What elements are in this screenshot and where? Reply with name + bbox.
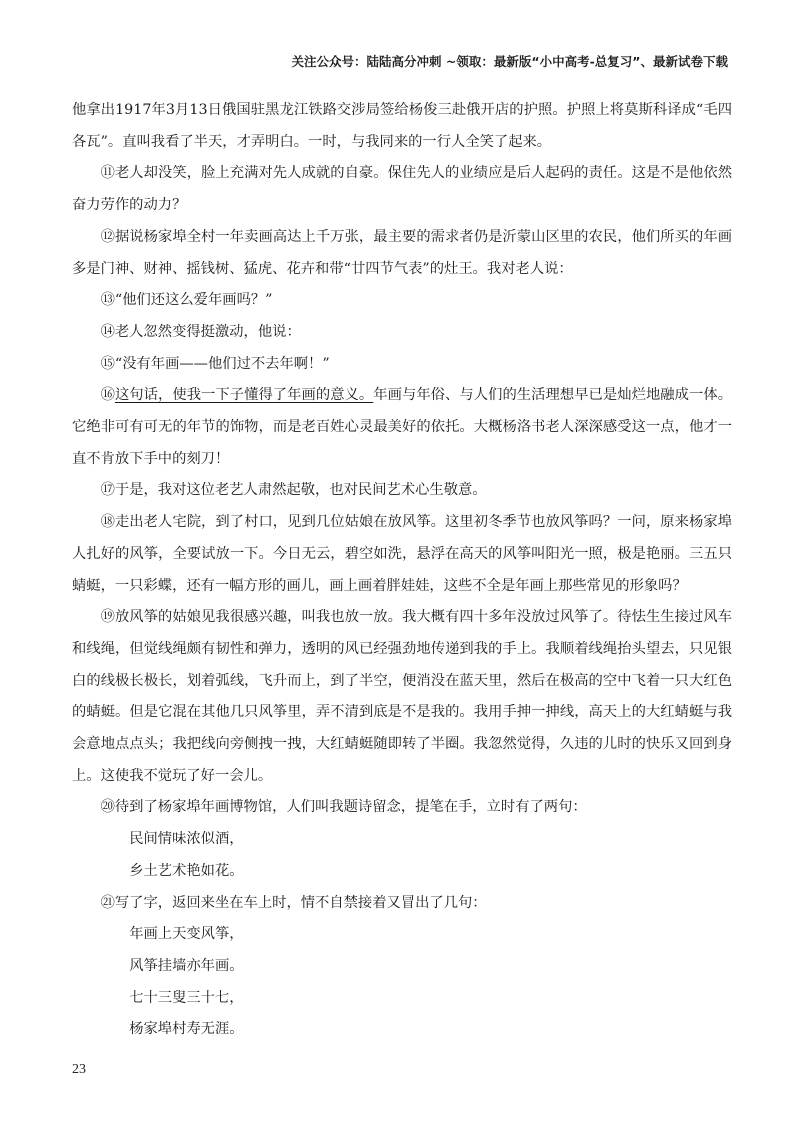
paragraph-17 — [72, 475, 732, 507]
paragraph-15 — [72, 349, 732, 381]
paragraph-number: ⑪ — [100, 165, 115, 182]
paragraph-number: ⑲ — [100, 609, 115, 626]
paragraph-number: ⑳ — [100, 799, 115, 816]
paragraph-text: “没有年画——他们过不去年啊！” — [114, 355, 330, 372]
paragraph-text: 据说杨家埠全村一年卖画高达上千万张，最主要的需求者仍是沂蒙山区里的农民，他们所买的年画多是门神、财神、摇钱树、猛虎、花卉和带“廿四节气表”的灶王。我对老人说： — [72, 228, 732, 277]
poem-line: 民间情味浓似酒， — [129, 831, 244, 848]
paragraph-text: 年画与年俗、与人们的生活理想早已是灿烂地融成一体。它绝非可有可无的年节的饰物，而是老百姓心灵最美好的依托。大概杨洛书老人深深感受这一点，他才一直不肯放下手中的刻刀！ — [72, 387, 733, 467]
underlined-text: 这句话，使我一下子懂得了年画的意义。 — [114, 387, 374, 404]
poem-line: 杨家埠村寿无涯。 — [129, 1021, 244, 1038]
poem-line: 年画上天变风筝， — [129, 926, 244, 943]
paragraph-number: ⑫ — [100, 228, 115, 245]
paragraph-19 — [72, 602, 732, 792]
paragraph-21 — [72, 888, 732, 920]
paragraph-18 — [72, 507, 732, 602]
paragraph-number: ⑯ — [100, 387, 115, 404]
paragraph-text: 走出老人宅院，到了村口，见到几位姑娘在放风筝。这里初冬季节也放风筝吗？一问，原来杨家埠人扎好的风筝，全要试放一下。今日无云，碧空如洗，悬浮在高天的风筝叫阳光一照，极是艳丽。三五只蜻蜓，一只彩蝶，还有一幅方形的画儿，画上画着胖娃娃，这些不全是年画上那些常见的形象吗？ — [72, 514, 732, 594]
article-body — [72, 95, 732, 1046]
paragraph-continued: 他拿出1917年3月13日俄国驻黑龙江铁路交涉局签给杨俊三赴俄开店的护照。护照上将莫斯科译成“毛四各瓦”。直叫我看了半天，才弄明白。一时，与我同来的一行人全笑了起来。 — [72, 102, 732, 150]
paragraph-13 — [72, 285, 732, 317]
paragraph-text: 老人却没笑，脸上充满对先人成就的自豪。保住先人的业绩应是后人起码的责任。这是不是他依然奋力劳作的动力？ — [72, 165, 732, 214]
paragraph-text: 写了字，返回来坐在车上时，情不自禁接着又冒出了几句： — [114, 894, 487, 911]
paragraph-11 — [72, 158, 732, 221]
page-header: 关注公众号：陆陆高分冲刺 ~领取：最新版“小中高考-总复习”、最新试卷下载 — [291, 54, 728, 69]
poem-line: 乡土艺术艳如花。 — [129, 862, 244, 879]
underlined-sentence — [101, 387, 374, 403]
paragraph-text: 老人忽然变得挺激动，他说： — [114, 323, 301, 340]
poem-line: 七十三叟三十七， — [129, 989, 244, 1006]
paragraph-text: 于是，我对这位老艺人肃然起敬，也对民间艺术心生敬意。 — [114, 482, 487, 499]
poem-line: 风筝挂墙亦年画。 — [129, 957, 244, 974]
paragraph-16 — [72, 380, 732, 475]
paragraph-20 — [72, 792, 732, 824]
paragraph-number: ㉑ — [100, 894, 115, 911]
paragraph-text: 放风筝的姑娘见我很感兴趣，叫我也放一放。我大概有四十多年没放过风筝了。待怯生生接过风车和线绳，但觉线绳颇有韧性和弹力，透明的风已经强劲地传递到我的手上。我顺着线绳抬头望去，只见银白的线极长极长，划着弧线，飞升而上，到了半空，便消没在蓝天里，然后在极高的空中飞着一只大红色的蜻蜓。但是它混在其他几只风筝里，弄不清到底是不是我的。我用手抻一抻线，高天上的大红蜻蜓与我会意地点点头；我把线向旁侧拽一拽，大红蜻蜓随即转了半圈。我忽然觉得，久违的儿时的快乐又回到身上。这使我不觉玩了好一会儿。 — [72, 609, 732, 784]
paragraph-number: ⑭ — [100, 323, 115, 340]
paragraph-number: ⑬ — [100, 292, 115, 309]
page-number: 23 — [72, 1062, 86, 1077]
paragraph-number: ⑮ — [100, 355, 115, 372]
paragraph-number: ⑱ — [100, 514, 115, 531]
paragraph-number: ⑰ — [100, 482, 115, 499]
paragraph-text: “他们还这么爱年画吗？” — [114, 292, 273, 309]
paragraph-14 — [72, 317, 732, 349]
paragraph-text: 待到了杨家埠年画博物馆，人们叫我题诗留念，提笔在手，立时有了两句： — [114, 799, 587, 816]
paragraph-12 — [72, 222, 732, 285]
